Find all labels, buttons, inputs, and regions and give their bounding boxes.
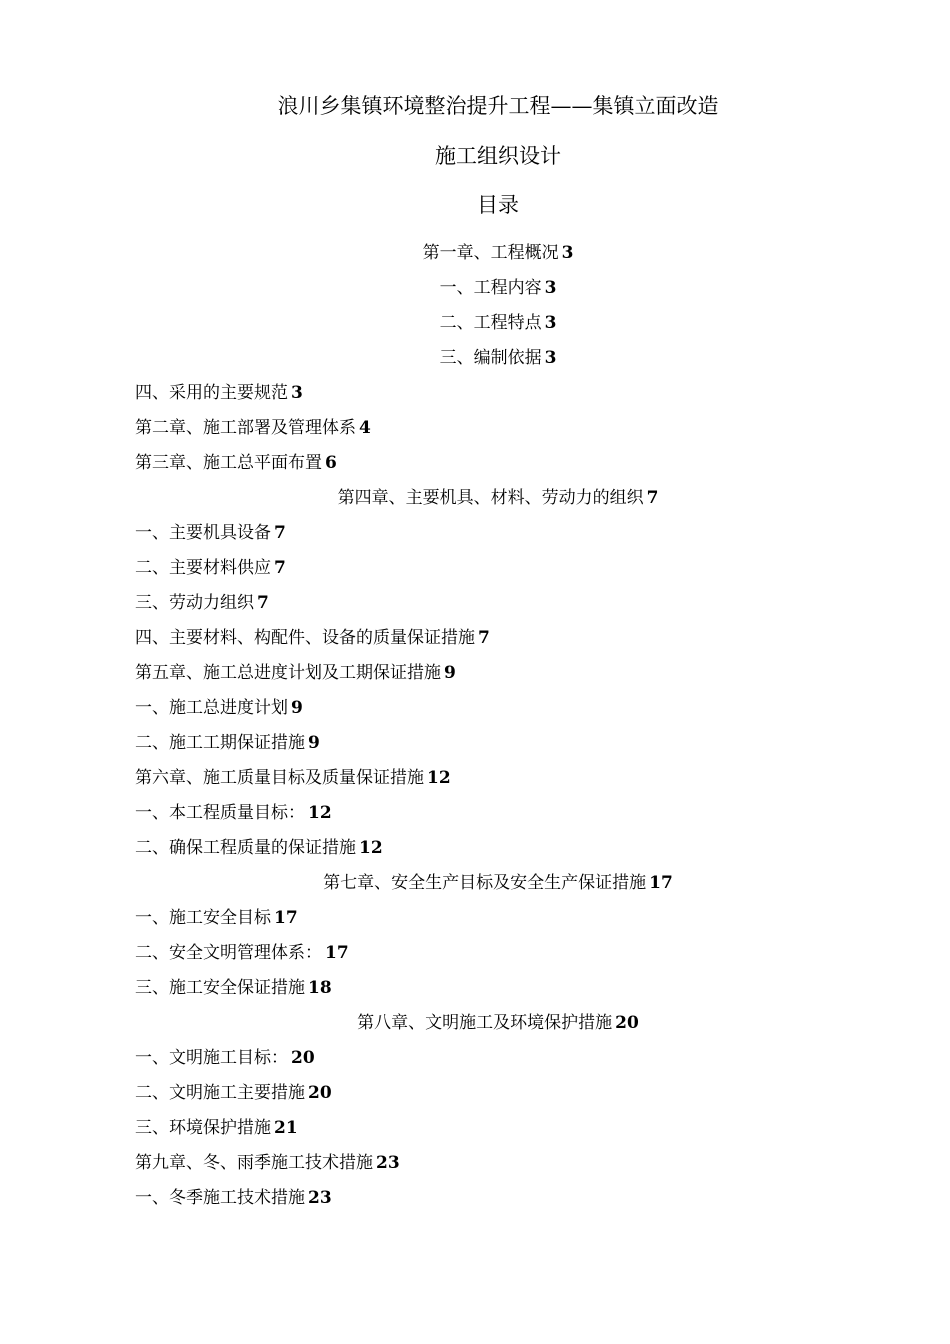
- toc-entry-page-number: 23: [376, 1153, 400, 1173]
- toc-entry-text: 三、施工安全保证措施: [135, 978, 305, 998]
- toc-entry-page-number: 23: [308, 1188, 332, 1208]
- toc-entry-page-number: 7: [274, 523, 286, 543]
- toc-entry-page-number: 12: [359, 838, 383, 858]
- toc-entry-text: 第六章、施工质量目标及质量保证措施: [135, 768, 424, 788]
- toc-entry-text: 二、安全文明管理体系：: [135, 943, 322, 963]
- toc-entry[interactable]: [0, 446, 950, 481]
- toc-entry-text: 第二章、施工部署及管理体系: [135, 418, 356, 438]
- toc-entry-page-number: 7: [646, 488, 659, 508]
- toc-entry-page-number: 9: [308, 733, 320, 753]
- toc-entry-text: 第八章、文明施工及环境保护措施: [357, 1013, 613, 1033]
- toc-entry[interactable]: [0, 271, 950, 306]
- toc-entry[interactable]: [0, 691, 950, 726]
- toc-entry[interactable]: [0, 586, 950, 621]
- toc-entry-page-number: 12: [308, 803, 332, 823]
- toc-entry-text: 四、采用的主要规范: [135, 383, 288, 403]
- toc-entry-text: 一、本工程质量目标：: [135, 803, 305, 823]
- toc-entry-page-number: 17: [649, 873, 673, 893]
- table-of-contents: [0, 236, 950, 1216]
- toc-entry-page-number: 9: [291, 698, 303, 718]
- toc-entry-text: 一、工程内容: [439, 278, 542, 298]
- toc-entry-text: 第三章、施工总平面布置: [135, 453, 322, 473]
- toc-entry-text: 三、劳动力组织: [135, 593, 254, 613]
- toc-entry-page-number: 7: [478, 628, 490, 648]
- toc-entry-page-number: 3: [544, 348, 557, 368]
- toc-entry[interactable]: [0, 1076, 950, 1111]
- document-title: 浪川乡集镇环境整治提升工程——集镇立面改造: [277, 94, 719, 118]
- toc-entry-text: 一、文明施工目标：: [135, 1048, 288, 1068]
- toc-entry-text: 第七章、安全生产目标及安全生产保证措施: [323, 873, 647, 893]
- toc-entry-text: 一、冬季施工技术措施: [135, 1188, 305, 1208]
- toc-entry-page-number: 6: [325, 453, 337, 473]
- toc-entry[interactable]: [0, 236, 950, 271]
- toc-entry[interactable]: [0, 1006, 950, 1041]
- document-subtitle: 施工组织设计: [435, 144, 561, 168]
- toc-entry-text: 第一章、工程概况: [422, 243, 559, 263]
- toc-entry[interactable]: [0, 481, 950, 516]
- toc-entry[interactable]: [0, 1146, 950, 1181]
- toc-entry[interactable]: [0, 341, 950, 376]
- toc-entry[interactable]: [0, 656, 950, 691]
- toc-entry[interactable]: [0, 726, 950, 761]
- toc-entry-text: 三、编制依据: [439, 348, 542, 368]
- toc-entry-page-number: 21: [274, 1118, 298, 1138]
- toc-entry-page-number: 3: [291, 383, 303, 403]
- toc-entry-page-number: 20: [615, 1013, 639, 1033]
- toc-entry-page-number: 20: [291, 1048, 315, 1068]
- toc-entry-page-number: 20: [308, 1083, 332, 1103]
- toc-entry-text: 二、施工工期保证措施: [135, 733, 305, 753]
- toc-entry-text: 第五章、施工总进度计划及工期保证措施: [135, 663, 441, 683]
- toc-entry[interactable]: [0, 411, 950, 446]
- toc-entry[interactable]: [0, 551, 950, 586]
- toc-entry-page-number: 17: [325, 943, 349, 963]
- toc-entry-page-number: 9: [444, 663, 456, 683]
- toc-entry[interactable]: [0, 761, 950, 796]
- toc-entry-text: 二、主要材料供应: [135, 558, 271, 578]
- toc-entry-text: 三、环境保护措施: [135, 1118, 271, 1138]
- toc-entry[interactable]: [0, 796, 950, 831]
- toc-entry-page-number: 7: [274, 558, 286, 578]
- toc-entry[interactable]: [0, 376, 950, 411]
- toc-heading: 目录: [477, 193, 519, 217]
- toc-entry[interactable]: [0, 1111, 950, 1146]
- toc-entry[interactable]: [0, 831, 950, 866]
- toc-entry[interactable]: [0, 866, 950, 901]
- toc-entry-text: 一、主要机具设备: [135, 523, 271, 543]
- toc-entry-text: 一、施工安全目标: [135, 908, 271, 928]
- toc-entry-page-number: 12: [427, 768, 451, 788]
- toc-entry[interactable]: [0, 971, 950, 1006]
- toc-entry[interactable]: [0, 516, 950, 551]
- toc-entry-page-number: 17: [274, 908, 298, 928]
- toc-entry[interactable]: [0, 1041, 950, 1076]
- toc-entry-text: 第九章、冬、雨季施工技术措施: [135, 1153, 373, 1173]
- toc-entry[interactable]: [0, 901, 950, 936]
- toc-entry[interactable]: [0, 621, 950, 656]
- toc-entry[interactable]: [0, 306, 950, 341]
- toc-entry[interactable]: [0, 936, 950, 971]
- toc-entry[interactable]: [0, 1181, 950, 1216]
- toc-entry-text: 第四章、主要机具、材料、劳动力的组织: [337, 488, 644, 508]
- toc-entry-page-number: 7: [257, 593, 269, 613]
- toc-entry-page-number: 3: [544, 278, 557, 298]
- toc-entry-page-number: 3: [544, 313, 557, 333]
- toc-entry-text: 一、施工总进度计划: [135, 698, 288, 718]
- toc-entry-text: 二、工程特点: [439, 313, 542, 333]
- toc-entry-text: 四、主要材料、构配件、设备的质量保证措施: [135, 628, 475, 648]
- toc-entry-page-number: 4: [359, 418, 371, 438]
- toc-entry-page-number: 18: [308, 978, 332, 998]
- toc-entry-page-number: 3: [561, 243, 574, 263]
- toc-entry-text: 二、确保工程质量的保证措施: [135, 838, 356, 858]
- toc-entry-text: 二、文明施工主要措施: [135, 1083, 305, 1103]
